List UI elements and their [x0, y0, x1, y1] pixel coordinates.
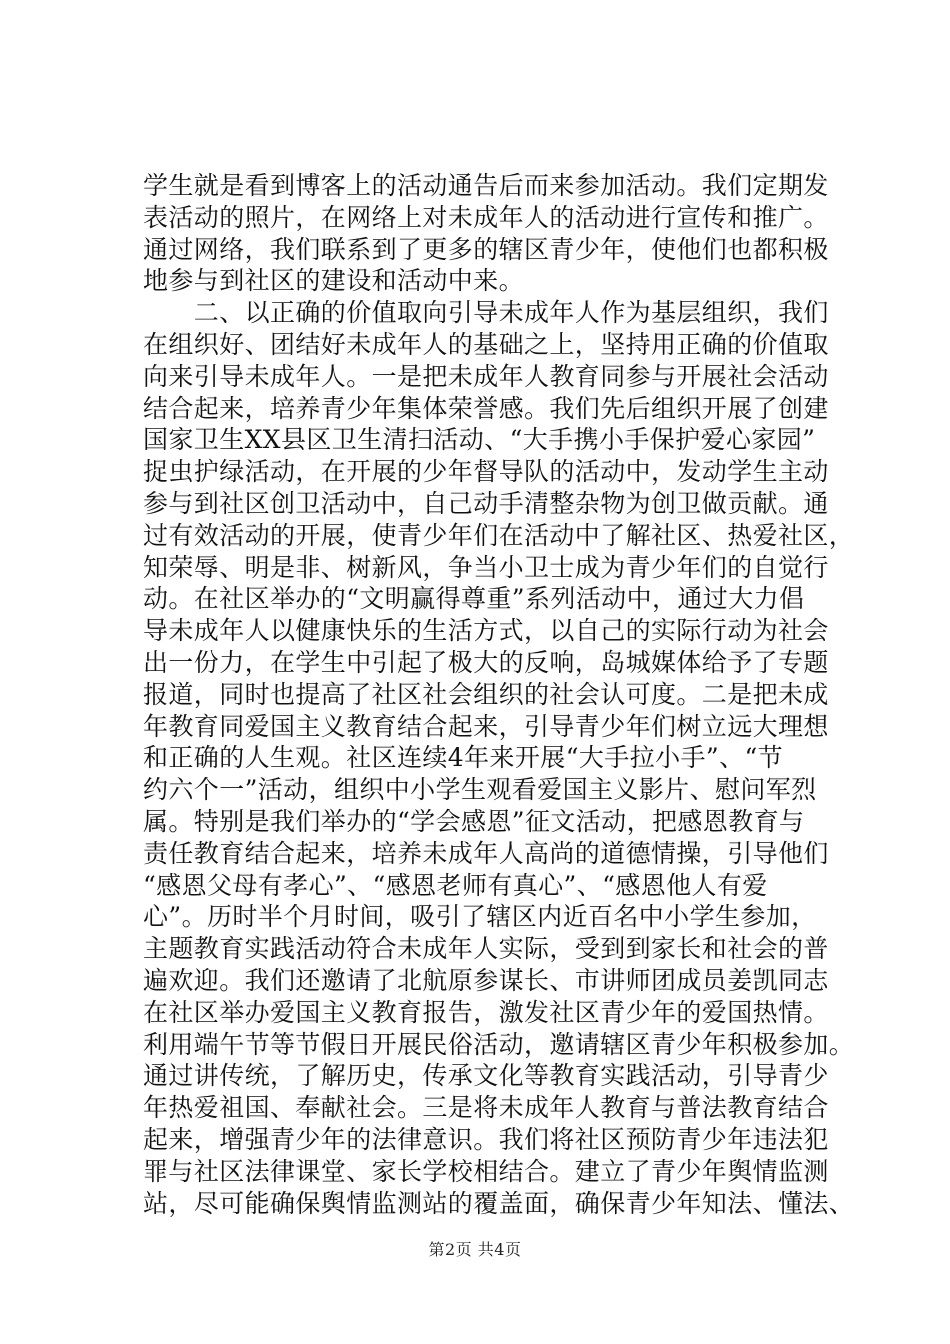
text-line: 知荣辱、明是非、树新风，争当小卫士成为青少年们的自觉行 [143, 552, 829, 582]
text-line: 心”。历时半个月时间，吸引了辖区内近百名中小学生参加， [143, 902, 817, 932]
text-line: 属。特别是我们举办的“学会感恩”征文活动，把感恩教育与 [143, 806, 805, 836]
body-text [143, 170, 863, 1219]
text-line: 报道，同时也提高了社区社会组织的社会认可度。二是把未成 [143, 679, 829, 709]
text-line: 学生就是看到博客上的活动通告后而来参加活动。我们定期发 [143, 171, 829, 200]
text-line: 通过讲传统，了解历史，传承文化等教育实践活动，引导青少 [143, 1061, 829, 1091]
text-line: 结合起来，培养青少年集体荣誉感。我们先后组织开展了创建 [143, 393, 829, 423]
text-line: 年热爱祖国、奉献社会。三是将未成年人教育与普法教育结合 [143, 1093, 829, 1123]
text-line: 参与到社区创卫活动中，自己动手清整杂物为创卫做贡献。通 [143, 488, 829, 518]
text-line: “感恩父母有孝心”、“感恩老师有真心”、“感恩他人有爱 [143, 870, 768, 900]
text-line: 站，尽可能确保舆情监测站的覆盖面，确保青少年知法、懂法、 [143, 1188, 855, 1218]
text-line: 起来，增强青少年的法律意识。我们将社区预防青少年违法犯 [143, 1124, 829, 1154]
text-line: 导未成年人以健康快乐的生活方式，以自己的实际行动为社会 [143, 616, 829, 646]
text-line: 二、以正确的价值取向引导未成年人作为基层组织，我们 [143, 298, 829, 328]
text-line: 向来引导未成年人。一是把未成年人教育同参与开展社会活动 [143, 361, 829, 391]
text-line: 责任教育结合起来，培养未成年人高尚的道德情操，引导他们 [143, 838, 829, 868]
text-line: 约六个一”活动，组织中小学生观看爱国主义影片、慰问军烈 [143, 775, 817, 805]
text-line: 过有效活动的开展，使青少年们在活动中了解社区、热爱社区， [143, 520, 855, 550]
text-line: 利用端午节等节假日开展民俗活动，邀请辖区青少年积极参加。 [143, 1029, 855, 1059]
text-line: 表活动的照片，在网络上对未成年人的活动进行宣传和推广。 [143, 202, 829, 232]
text-line: 罪与社区法律课堂、家长学校相结合。建立了青少年舆情监测 [143, 1156, 829, 1186]
text-line: 在社区举办爱国主义教育报告，激发社区青少年的爱国热情。 [143, 997, 829, 1027]
text-line: 通过网络，我们联系到了更多的辖区青少年，使他们也都积极 [143, 234, 829, 264]
text-line: 国家卫生XX县区卫生清扫活动、“大手携小手保护爱心家园” [143, 425, 816, 455]
page-number-footer: 第2页 共4页 [428, 1240, 522, 1259]
text-line: 出一份力，在学生中引起了极大的反响，岛城媒体给予了专题 [143, 647, 829, 677]
text-line: 在组织好、团结好未成年人的基础之上，坚持用正确的价值取 [143, 329, 829, 359]
text-line: 动。在社区举办的“文明赢得尊重”系列活动中，通过大力倡 [143, 584, 805, 614]
text-line: 和正确的人生观。社区连续4年来开展“大手拉小手”、“节 [143, 743, 784, 773]
text-line: 年教育同爱国主义教育结合起来，引导青少年们树立远大理想 [143, 711, 829, 741]
text-line: 主题教育实践活动符合未成年人实际，受到到家长和社会的普 [143, 934, 829, 964]
text-line: 地参与到社区的建设和活动中来。 [143, 266, 525, 296]
text-line: 捉虫护绿活动，在开展的少年督导队的活动中，发动学生主动 [143, 457, 829, 487]
text-line: 遍欢迎。我们还邀请了北航原参谋长、市讲师团成员姜凯同志 [143, 965, 829, 995]
